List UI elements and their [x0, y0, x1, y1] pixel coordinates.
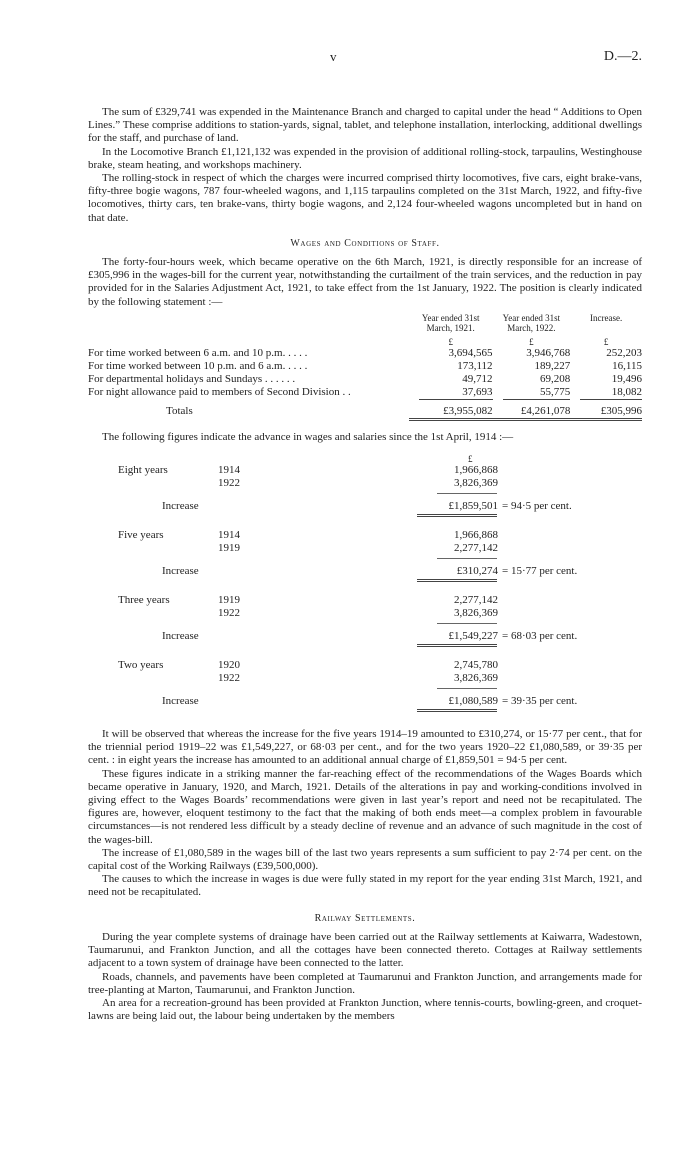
section-heading-wages: Wages and Conditions of Staff.: [290, 237, 440, 249]
page-header: [0, 50, 700, 66]
table-row: For night allowance paid to members of Second Division . . 37,693 55,775 18,082: [88, 385, 642, 398]
paragraph: It will be observed that whereas the increase for the five years 1914–19 amounted to £310,274, or 15·77 per cent., that for the triennial period 1919–22 was £1,549,227, or 68·03 per cent., and for the two years 1920–22 £1,080,589, or 39·35 per cent. : in eight years the increase has amounted to an additional annual charge of £1,859,501 = 94·5 per cent.: [88, 728, 642, 767]
paragraph: Roads, channels, and pavements have been completed at Taumarunui and Frankton Junction, and arrangements made for tree-planting at Marton, Taumarunui, and Frankton Junction.: [88, 970, 642, 996]
unit-label: £: [529, 336, 534, 347]
paragraph: During the year complete systems of drainage have been carried out at the Railway settlements at Kaiwarra, Wadestown, Taumarunui, and Frankton Junction, and all the cottages have been connected thereto. Cottages at Railway settlements adjacent to a town system of drainage have been connected to the latter.: [88, 930, 642, 970]
wages-discussion: [88, 728, 642, 900]
paragraph: The sum of £329,741 was expended in the Maintenance Branch and charged to capital under the head “ Additions to Open Lines.” These comprise additions to station-yards, signal, tablet, and telephone installation, interlocking, additional dwellings for the staff, and purchase of land.: [88, 106, 642, 145]
column-header-1922: Year ended 31st March, 1922.: [502, 312, 561, 333]
unit-label: £: [468, 454, 473, 465]
totals-label: Totals: [166, 404, 193, 417]
paragraph: An area for a recreation-ground has been provided at Frankton Junction, where tennis-courts, bowling-green, and croquet-lawns are being laid out, the labour being undertaken by the members: [88, 996, 642, 1023]
advance-block: Two years 1920 2,745,780 1922 3,826,369 Increase £1,080,589 = 39·35 per cent.: [88, 659, 642, 716]
page-number: v: [330, 49, 337, 64]
settlements-paragraphs: [88, 931, 642, 1023]
document-reference: D.—2.: [603, 49, 642, 64]
table-row: For time worked between 6 a.m. and 10 p.m. . . . . 3,694,565 3,946,768 252,203: [88, 346, 642, 359]
wages-table: [88, 313, 642, 421]
paragraph: The following figures indicate the advance in wages and salaries since the 1st April, 1914 :—: [102, 430, 514, 443]
unit-label: £: [603, 336, 609, 347]
section-heading-settlements: Railway Settlements.: [314, 912, 416, 924]
paragraph: The forty-four-hours week, which became operative on the 6th March, 1921, is directly responsible for an increase of £305,996 in the wages-bill for the current year, notwithstanding the curtailment of the train services, and the reduction in pay provided for in the Salaries Adjustment Act, 1921, to take effect from the 1st January, 1922. The position is clearly indicated by the following statement :—: [88, 256, 642, 308]
paragraph: The causes to which the increase in wages is due were fully stated in my report for the year ending 31st March, 1921, and need not be recapitulated.: [88, 873, 642, 899]
intro-paragraphs: [88, 106, 642, 225]
advance-block: Eight years 1914 1,966,868 1922 3,826,369 Increase £1,859,501 = 94·5 per cent.: [88, 464, 642, 521]
paragraph: These figures indicate in a striking manner the far-reaching effect of the recommendations of the Wages Boards which became operative in January, 1920, and March, 1921. Details of the alterations in pay and working-conditions involved in giving effect to the Wages Boards’ recommendations were given in last year’s report and need not be recapitulated. The figures are, however, eloquent testimony to the fact that the making of both ends meet—a complex problem in favourable circumstances—is not rendered less difficult by a steady decline of revenue and an advance of such magnitude in the cost of the wages-bill.: [88, 767, 642, 846]
wage-advances: [88, 454, 642, 716]
table-row: For departmental holidays and Sundays . . . . . . 49,712 69,208 19,496: [88, 372, 642, 385]
unit-label: £: [448, 336, 453, 347]
paragraph: In the Locomotive Branch £1,121,132 was expended in the provision of additional rolling-stock, tarpaulins, Westinghouse brake, steam heating, and workshops machinery.: [88, 145, 642, 171]
column-header-1921: Year ended 31st March, 1921.: [421, 312, 480, 333]
advance-block: Three years 1919 2,277,142 1922 3,826,369 Increase £1,549,227 = 68·03 per cent.: [88, 594, 642, 651]
advance-block: Five years 1914 1,966,868 1919 2,277,142 Increase £310,274 = 15·77 per cent.: [88, 529, 642, 586]
column-header-increase: Increase.: [590, 312, 623, 323]
table-row: For time worked between 10 p.m. and 6 a.m. . . . . 173,112 189,227 16,115: [88, 359, 642, 372]
wages-table-header: [88, 313, 642, 333]
paragraph: The rolling-stock in respect of which the charges were incurred comprised thirty locomotives, five cars, eight brake-vans, fifty-three bogie wagons, 787 four-wheeled wagons, and 1,115 tarpaulins completed on the 31st March, 1922, and fifty-five locomotives, thirty cars, ten brake-vans, thirty bogie wagons, and 2,124 four-wheeled wagons uncompleted but in hand on that date.: [88, 172, 642, 224]
paragraph: The increase of £1,080,589 in the wages bill of the last two years represents a sum sufficient to pay 2·74 per cent. on the capital cost of the Working Railways (£39,500,000).: [88, 846, 642, 873]
wages-table-units: [88, 337, 642, 347]
table-totals-row: Totals £3,955,082 £4,261,078 £305,996: [88, 405, 642, 421]
